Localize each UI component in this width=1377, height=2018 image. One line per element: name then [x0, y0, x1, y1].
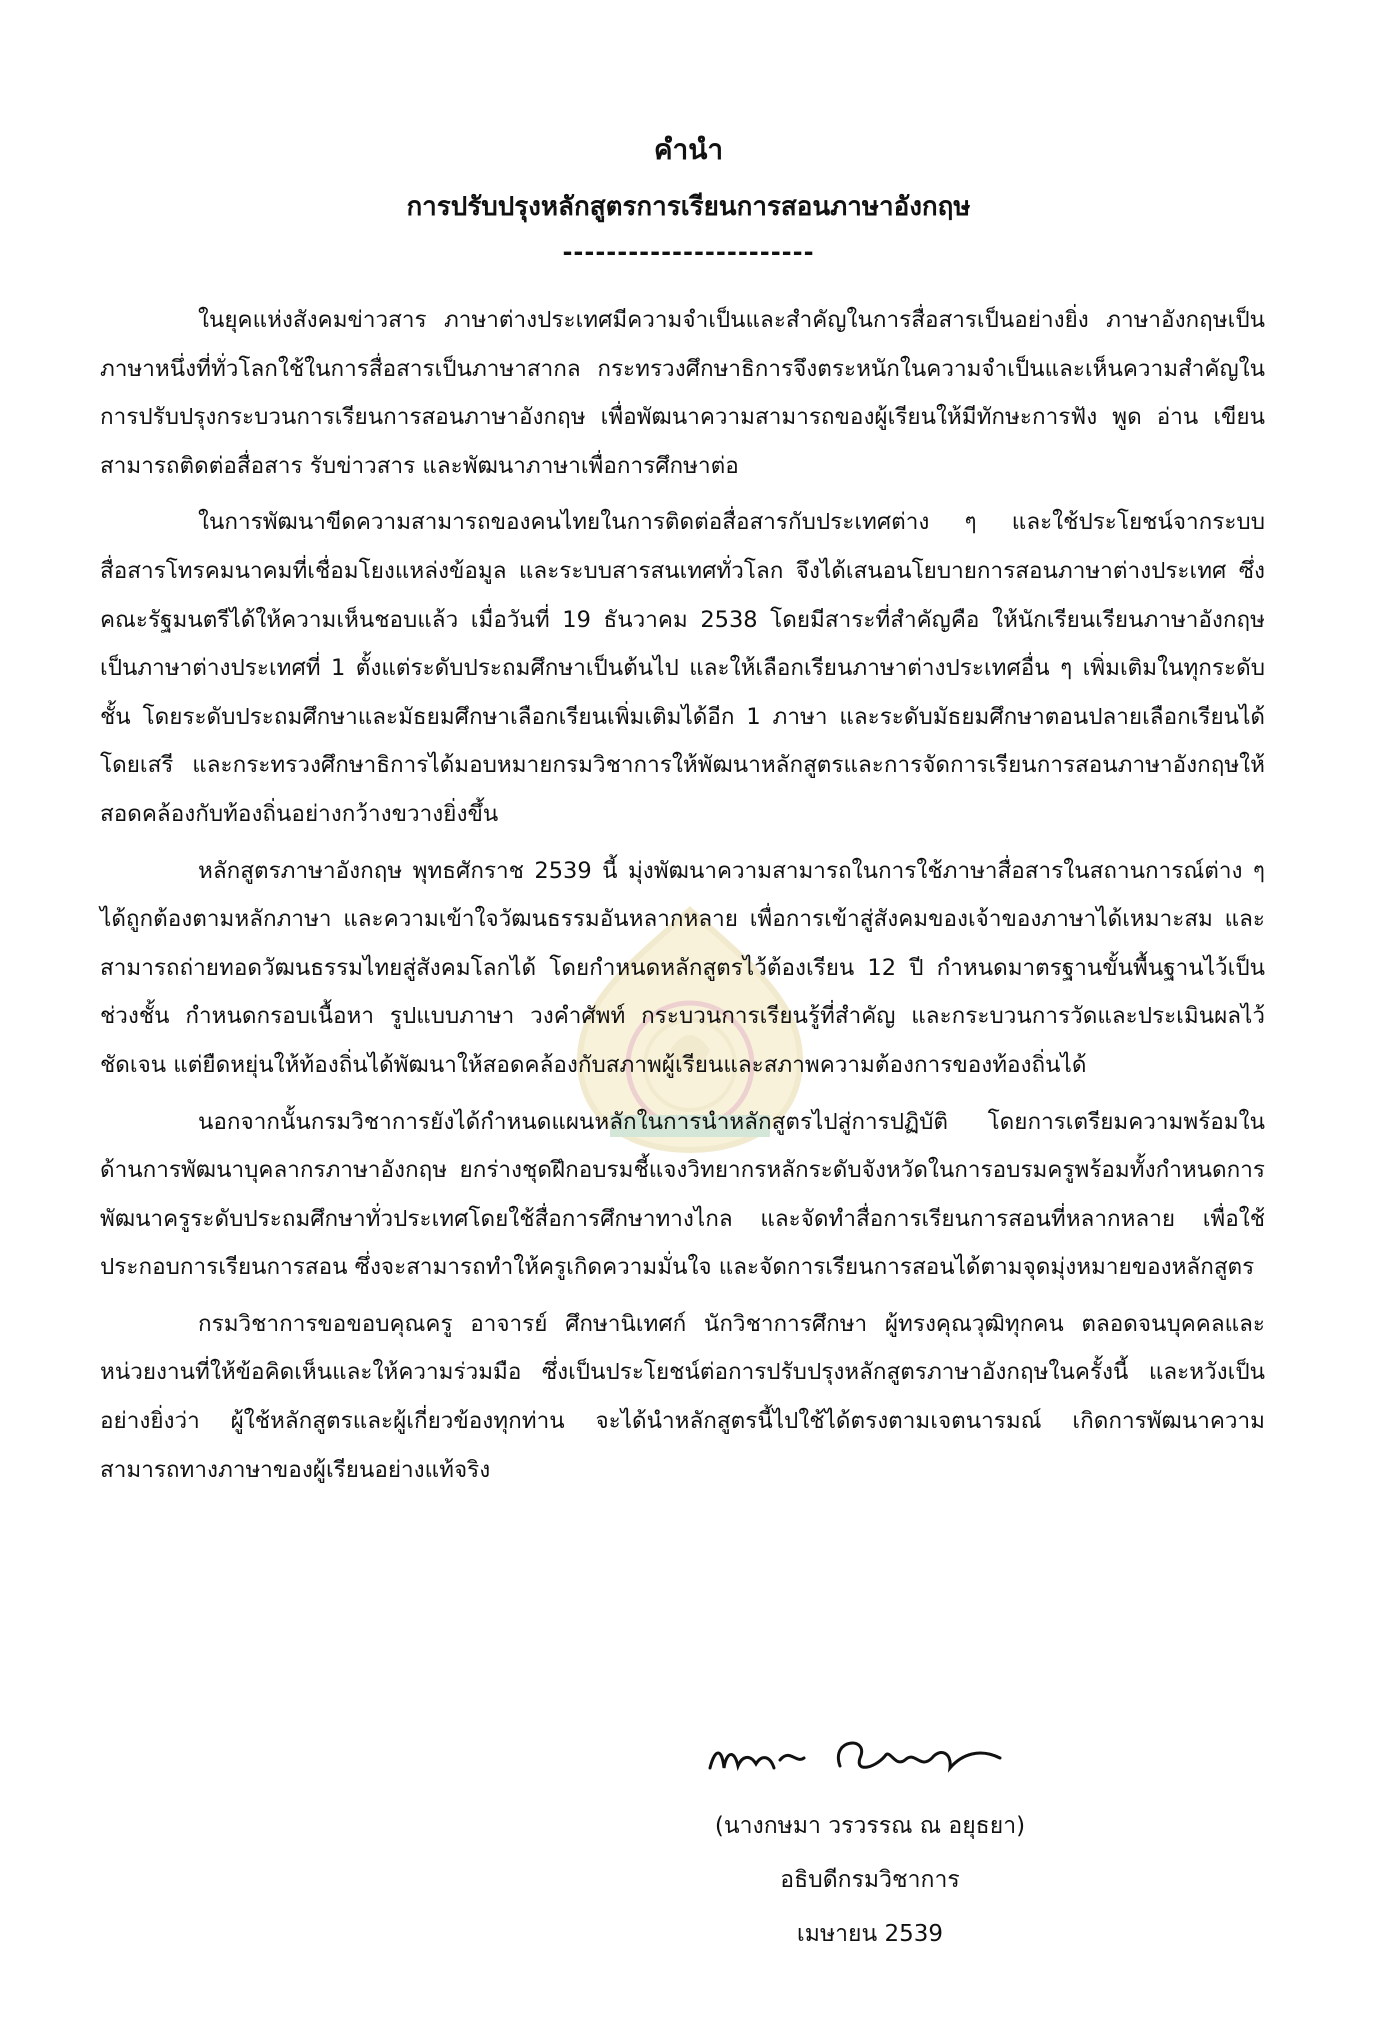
- handwritten-signature-icon: [700, 1718, 1060, 1788]
- paragraph: ในการพัฒนาขีดความสามารถของคนไทยในการติดต่อสื่อสารกับประเทศต่าง ๆ และใช้ประโยชน์จากระบบสื่อสารโทรคมนาคมที่เชื่อมโยงแหล่งข้อมูล และระบบสารสนเทศทั่วโลก จึงได้เสนอนโยบายการสอนภาษาต่างประเทศ ซึ่งคณะรัฐมนตรีได้ให้ความเห็นชอบแล้ว เมื่อวันที่ 19 ธันวาคม 2538 โดยมีสาระที่สำคัญคือ ให้นักเรียนเรียนภาษาอังกฤษเป็นภาษาต่างประเทศที่ 1 ตั้งแต่ระดับประถมศึกษาเป็นต้นไป และให้เลือกเรียนภาษาต่างประเทศอื่น ๆ เพิ่มเติมในทุกระดับชั้น โดยระดับประถมศึกษาและมัธยมศึกษาเลือกเรียนเพิ่มเติมได้อีก 1 ภาษา และระดับมัธยมศึกษาตอนปลายเลือกเรียนได้โดยเสรี และกระทรวงศึกษาธิการได้มอบหมายกรมวิชาการให้พัฒนาหลักสูตรและการจัดการเรียนการสอนภาษาอังกฤษให้สอดคล้องกับท้องถิ่นอย่างกว้างขวางยิ่งขึ้น: [100, 509, 1265, 827]
- paragraph: หลักสูตรภาษาอังกฤษ พุทธศักราช 2539 นี้ มุ่งพัฒนาความสามารถในการใช้ภาษาสื่อสารในสถานการณ์ต่าง ๆ ได้ถูกต้องตามหลักภาษา และความเข้าใจวัฒนธรรมอันหลากหลาย เพื่อการเข้าสู่สังคมของเจ้าของภาษาได้เหมาะสม และสามารถถ่ายทอดวัฒนธรรมไทยสู่สังคมโลกได้ โดยกำหนดหลักสูตรไว้ต้องเรียน 12 ปี กำหนดมาตรฐานขั้นพื้นฐานไว้เป็นช่วงชั้น กำหนดกรอบเนื้อหา รูปแบบภาษา วงคำศัพท์ กระบวนการเรียนรู้ที่สำคัญ และกระบวนการวัดและประเมินผลไว้ชัดเจน แต่ยืดหยุ่นให้ท้องถิ่นได้พัฒนาให้สอดคล้องกับสภาพผู้เรียนและสภาพความต้องการของท้องถิ่นได้: [100, 857, 1265, 1078]
- signatory-position: อธิบดีกรมวิชาการ: [780, 1867, 960, 1893]
- document-body: [100, 296, 1265, 1502]
- document-title: คำนำ: [653, 133, 724, 166]
- paragraph: กรมวิชาการขอขอบคุณครู อาจารย์ ศึกษานิเทศก์ นักวิชาการศึกษา ผู้ทรงคุณวุฒิทุกคน ตลอดจนบุคคลและหน่วยงานที่ให้ข้อคิดเห็นและให้ความร่วมมือ ซึ่งเป็นประโยชน์ต่อการปรับปรุงหลักสูตรภาษาอังกฤษในครั้งนี้ และหวังเป็นอย่างยิ่งว่า ผู้ใช้หลักสูตรและผู้เกี่ยวข้องทุกท่าน จะได้นำหลักสูตรนี้ไปใช้ได้ตรงตามเจตนารมณ์ เกิดการพัฒนาความสามารถทางภาษาของผู้เรียนอย่างแท้จริง: [100, 1310, 1265, 1483]
- signature-date: เมษายน 2539: [796, 1921, 944, 1947]
- paragraph: นอกจากนั้นกรมวิชาการยังได้กำหนดแผนหลักในการนำหลักสูตรไปสู่การปฏิบัติ โดยการเตรียมความพร้อมในด้านการพัฒนาบุคลากรภาษาอังกฤษ ยกร่างชุดฝึกอบรมชี้แจงวิทยากรหลักระดับจังหวัดในการอบรมครูพร้อมทั้งกำหนดการพัฒนาครูระดับประถมศึกษาทั่วประเทศโดยใช้สื่อการศึกษาทางไกล และจัดทำสื่อการเรียนการสอนที่หลากหลาย เพื่อใช้ประกอบการเรียนการสอน ซึ่งจะสามารถทำให้ครูเกิดความมั่นใจ และจัดการเรียนการสอนได้ตามจุดมุ่งหมายของหลักสูตร: [100, 1108, 1265, 1281]
- document-subtitle: การปรับปรุงหลักสูตรการเรียนการสอนภาษาอังกฤษ: [406, 192, 971, 222]
- title-divider: -----------------------: [562, 238, 815, 266]
- signatory-name: (นางกษมา วรวรรณ ณ อยุธยา): [714, 1813, 1026, 1839]
- paragraph: ในยุคแห่งสังคมข่าวสาร ภาษาต่างประเทศมีความจำเป็นและสำคัญในการสื่อสารเป็นอย่างยิ่ง ภาษาอังกฤษเป็นภาษาหนึ่งที่ทั่วโลกใช้ในการสื่อสารเป็นภาษาสากล กระทรวงศึกษาธิการจึงตระหนักในความจำเป็นและเห็นความสำคัญในการปรับปรุงกระบวนการเรียนการสอนภาษาอังกฤษ เพื่อพัฒนาความสามารถของผู้เรียนให้มีทักษะการฟัง พูด อ่าน เขียน สามารถติดต่อสื่อสาร รับข่าวสาร และพัฒนาภาษาเพื่อการศึกษาต่อ: [100, 307, 1265, 479]
